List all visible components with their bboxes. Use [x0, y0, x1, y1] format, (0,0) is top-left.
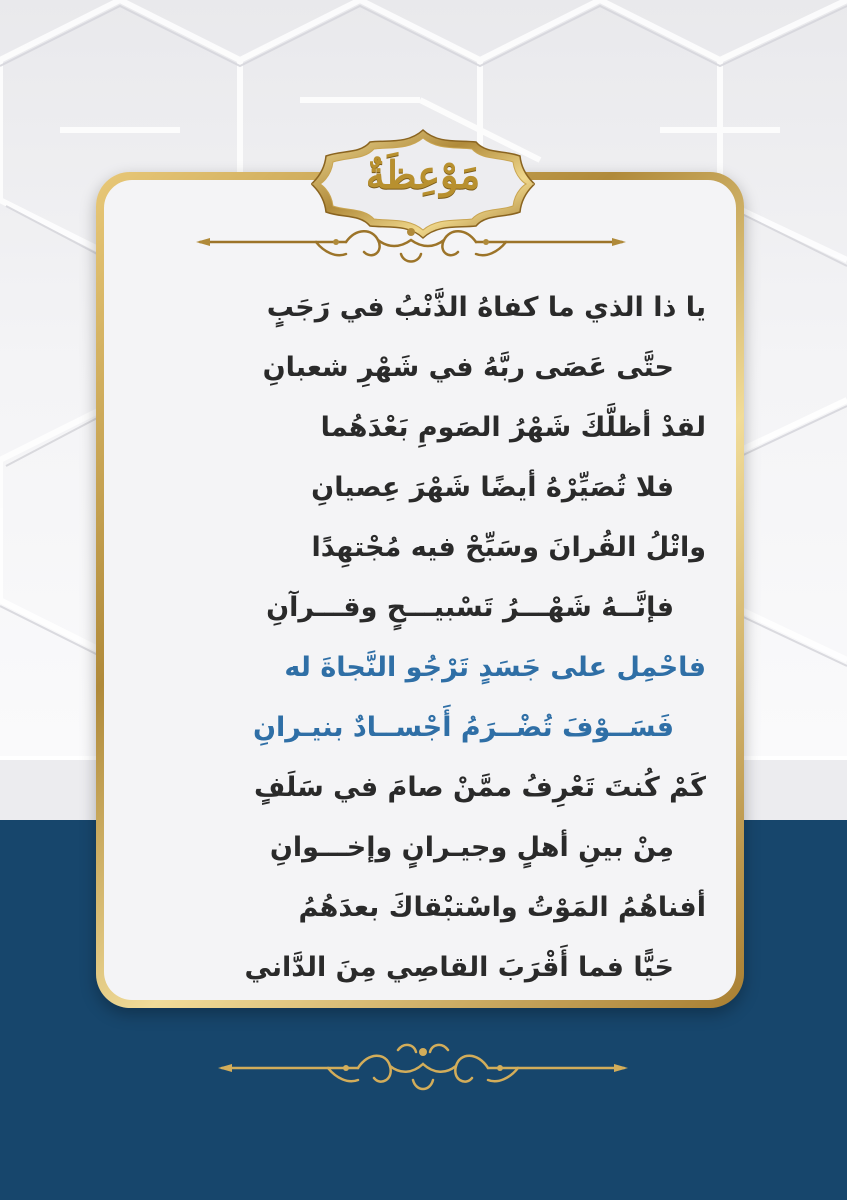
page-title: مَوْعِظَةٌ — [365, 152, 481, 197]
poem-verse-9: كَمْ كُنتَ تَعْرِفُ ممَّنْ صامَ في سَلَفٍ — [254, 772, 706, 803]
poem-verse-10: مِنْ بينِ أهلٍ وجيـرانٍ وإخـــوانِ — [269, 832, 674, 863]
top-flourish-ornament — [196, 218, 626, 274]
poem — [120, 278, 706, 998]
poem-verse-5: واتْلُ القُرانَ وسَبِّحْ فيه مُجْتهِدًا — [311, 532, 706, 563]
poem-verse-3: لقدْ أظلَّكَ شَهْرُ الصَومِ بَعْدَهُما — [320, 412, 706, 443]
poem-verse-12: حَيًّا فما أَقْرَبَ القاصِي مِنَ الدَّاني — [244, 952, 674, 983]
poem-verse-4: فلا تُصَيِّرْهُ أيضًا شَهْرَ عِصيانِ — [311, 472, 674, 503]
poem-verse-11: أفناهُمُ المَوْتُ واسْتبْقاكَ بعدَهُمُ — [298, 892, 706, 923]
poem-verse-7: فاحْمِل على جَسَدٍ تَرْجُو النَّجاةَ له — [284, 652, 706, 683]
bottom-flourish-ornament — [218, 1038, 628, 1098]
poem-verse-8: فَسَــوْفَ تُضْــرَمُ أَجْســادٌ بنيـرانِ — [252, 712, 674, 743]
poem-verse-1: يا ذا الذي ما كفاهُ الذَّنْبُ في رَجَبٍ — [266, 292, 706, 323]
poem-verse-2: حتَّى عَصَى ربَّهُ في شَهْرِ شعبانِ — [262, 352, 674, 383]
poem-verse-6: فإنَّــهُ شَهْـــرُ تَسْبيـــحٍ وقـــرآنِ — [266, 592, 674, 623]
